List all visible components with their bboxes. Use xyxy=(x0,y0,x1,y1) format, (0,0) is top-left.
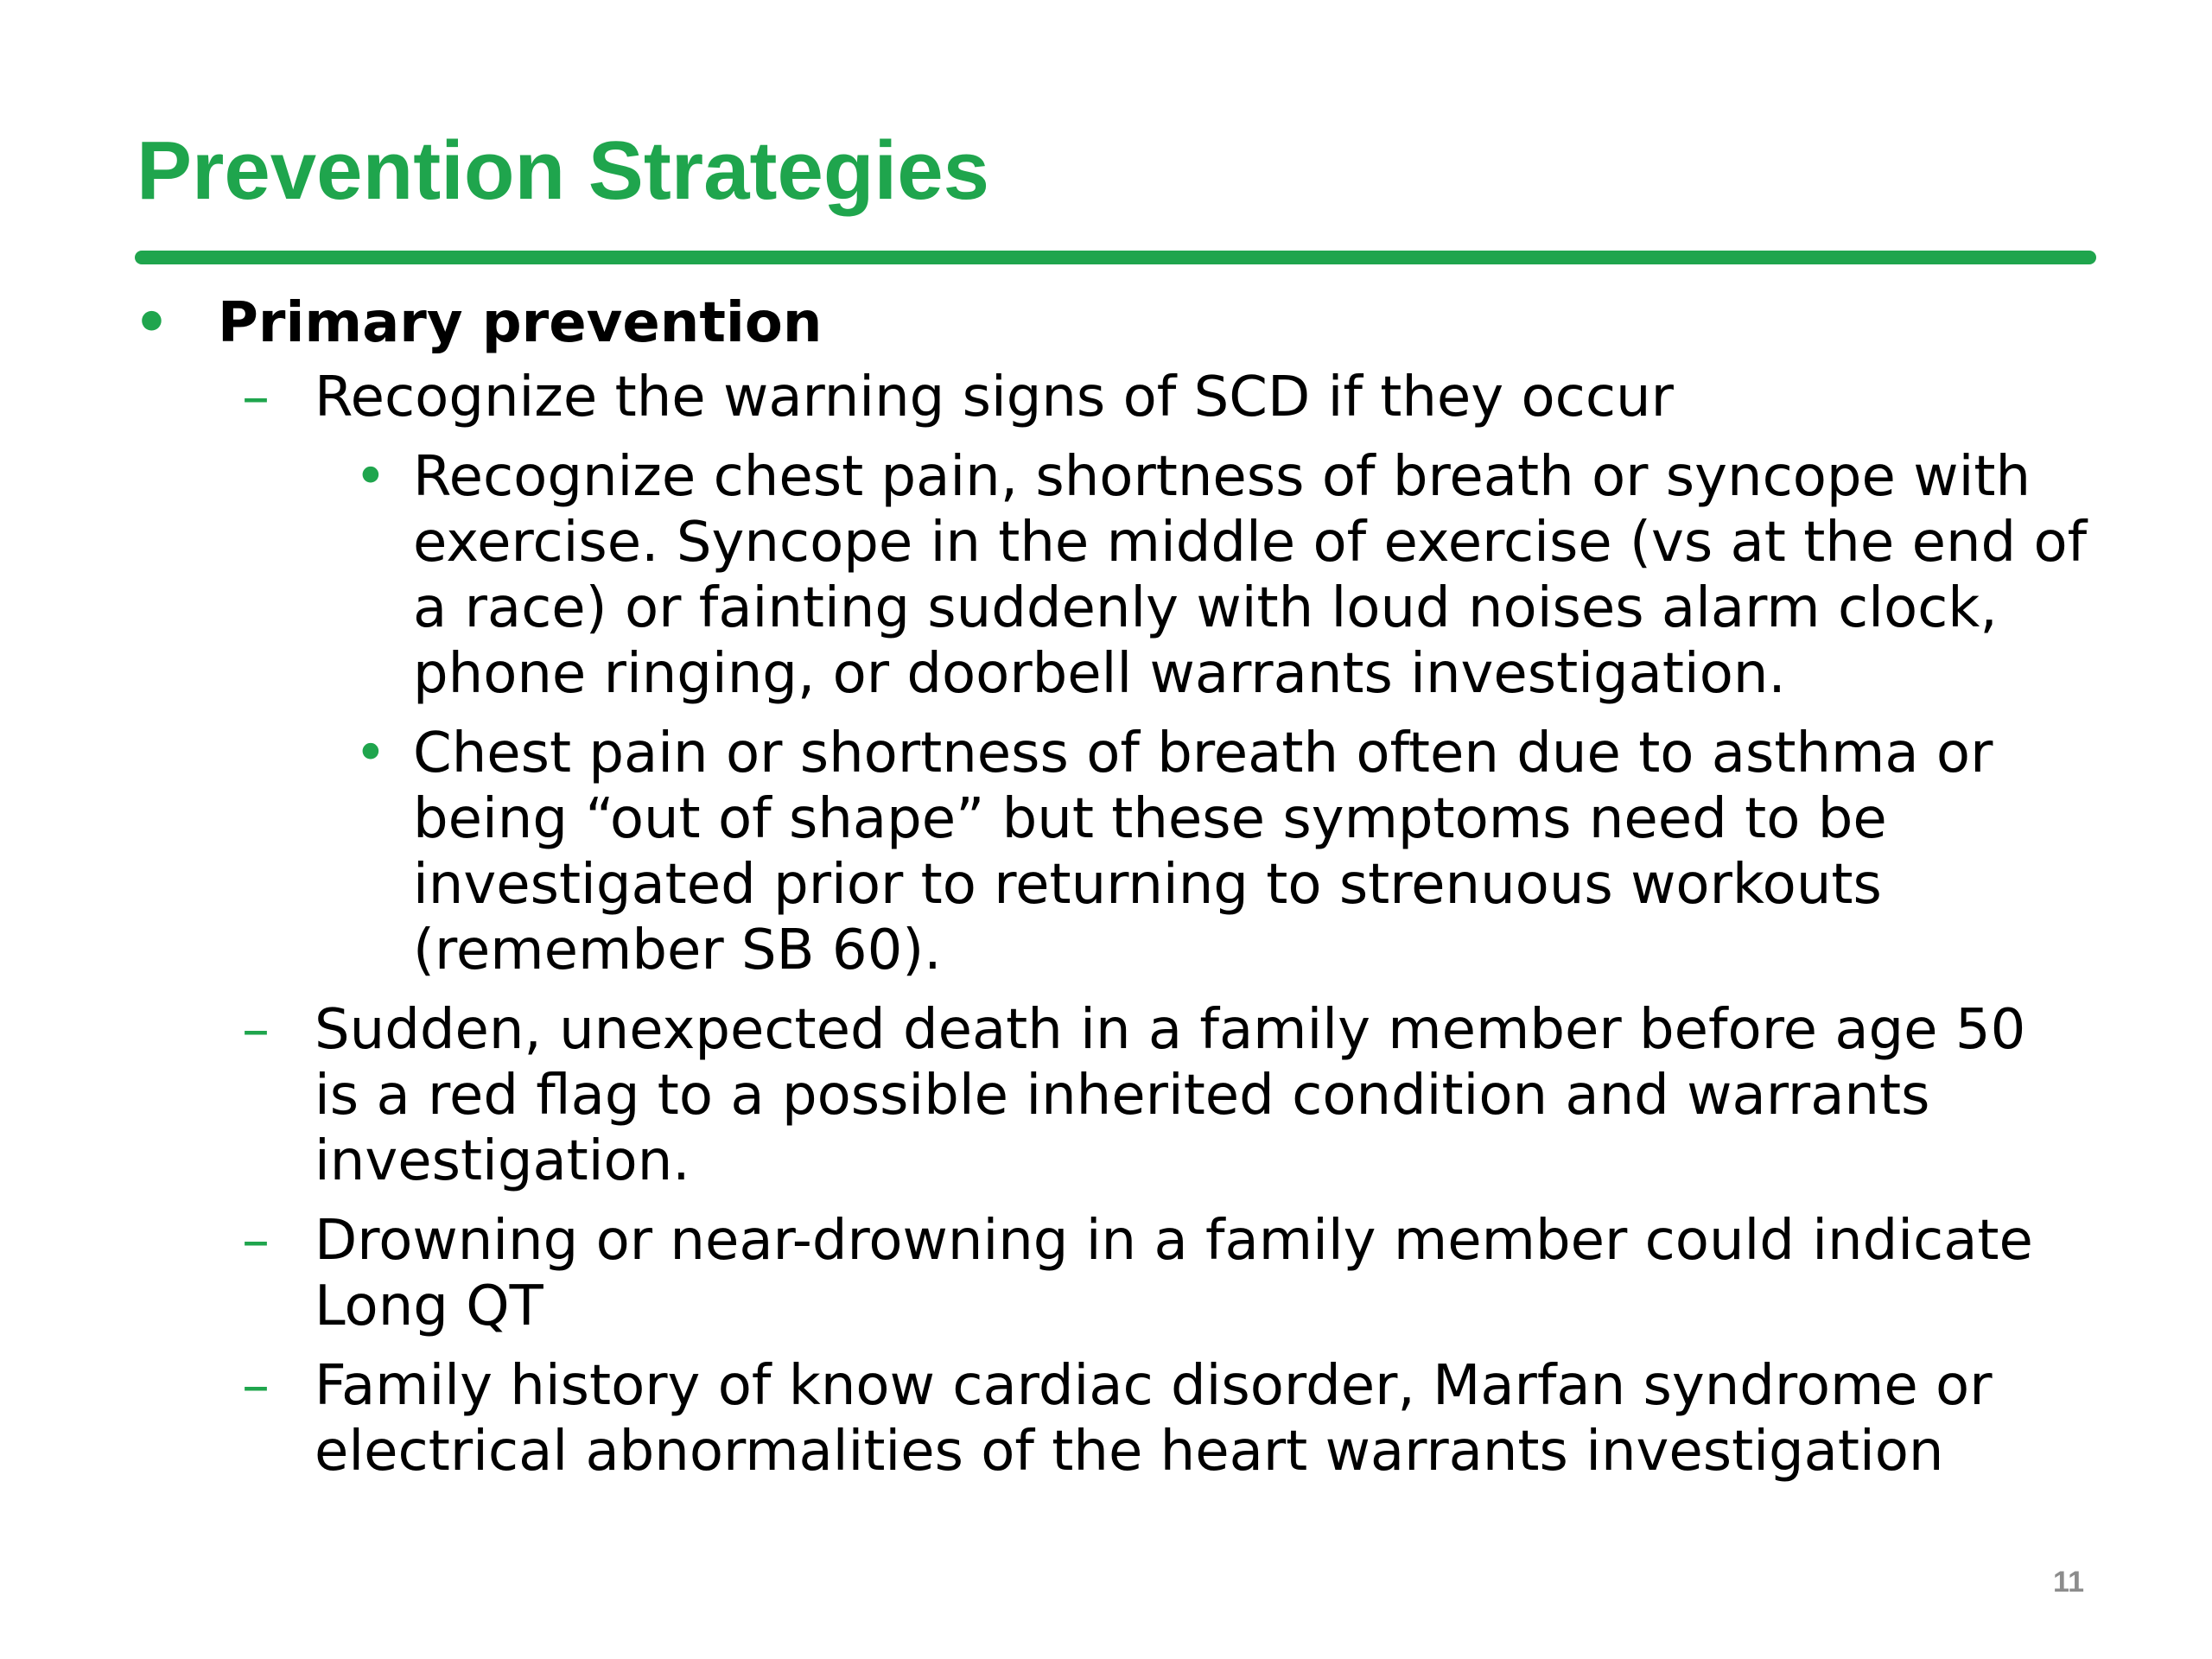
sub-bullet-family-history xyxy=(0,1353,2060,1484)
dash-marker: – xyxy=(242,365,270,429)
bullet-marker: • xyxy=(354,445,387,509)
nested-bullet-text: Recognize chest pain, shortness of breath or syncope with exercise. Syncope in the middle of exercise (vs at the end of a race) or fainting suddenly with loud noises alarm clock, phone ringing, or doorbell warrants investigation. xyxy=(413,445,2088,706)
dash-marker: – xyxy=(242,1209,270,1273)
sub-bullet-sudden-death xyxy=(0,997,2060,1194)
sub-bullet-drowning xyxy=(0,1208,2060,1339)
dash-marker: – xyxy=(242,1354,270,1418)
nested-bullet-exercise-symptoms xyxy=(0,444,2089,707)
sub-bullet-warning-signs xyxy=(0,365,2060,430)
bullet-marker: • xyxy=(134,291,169,355)
title-underline xyxy=(135,251,2096,264)
bullet-list xyxy=(0,287,2212,1498)
sub-bullet-text: Drowning or near-drowning in a family member could indicate Long QT xyxy=(315,1209,2033,1338)
bullet-heading: Primary prevention xyxy=(218,291,823,355)
sub-bullet-text: Recognize the warning signs of SCD if they occur xyxy=(315,365,1674,429)
bullet-marker: • xyxy=(354,721,387,785)
nested-bullet-asthma xyxy=(0,721,2089,983)
slide-title: Prevention Strategies xyxy=(137,124,989,217)
bullet-primary-prevention xyxy=(0,287,2212,359)
nested-bullet-text: Chest pain or shortness of breath often due to asthma or being “out of shape” but these symptoms need to be investigated prior to returning to strenuous workouts (remember SB 60). xyxy=(413,721,1993,982)
sub-bullet-text: Sudden, unexpected death in a family member before age 50 is a red flag to a possible inherited condition and warrants investigation. xyxy=(315,998,2026,1193)
page-number: 11 xyxy=(2053,1566,2084,1599)
dash-marker: – xyxy=(242,998,270,1062)
sub-bullet-text: Family history of know cardiac disorder, Marfan syndrome or electrical abnormalities of the heart warrants investigation xyxy=(315,1354,1993,1484)
